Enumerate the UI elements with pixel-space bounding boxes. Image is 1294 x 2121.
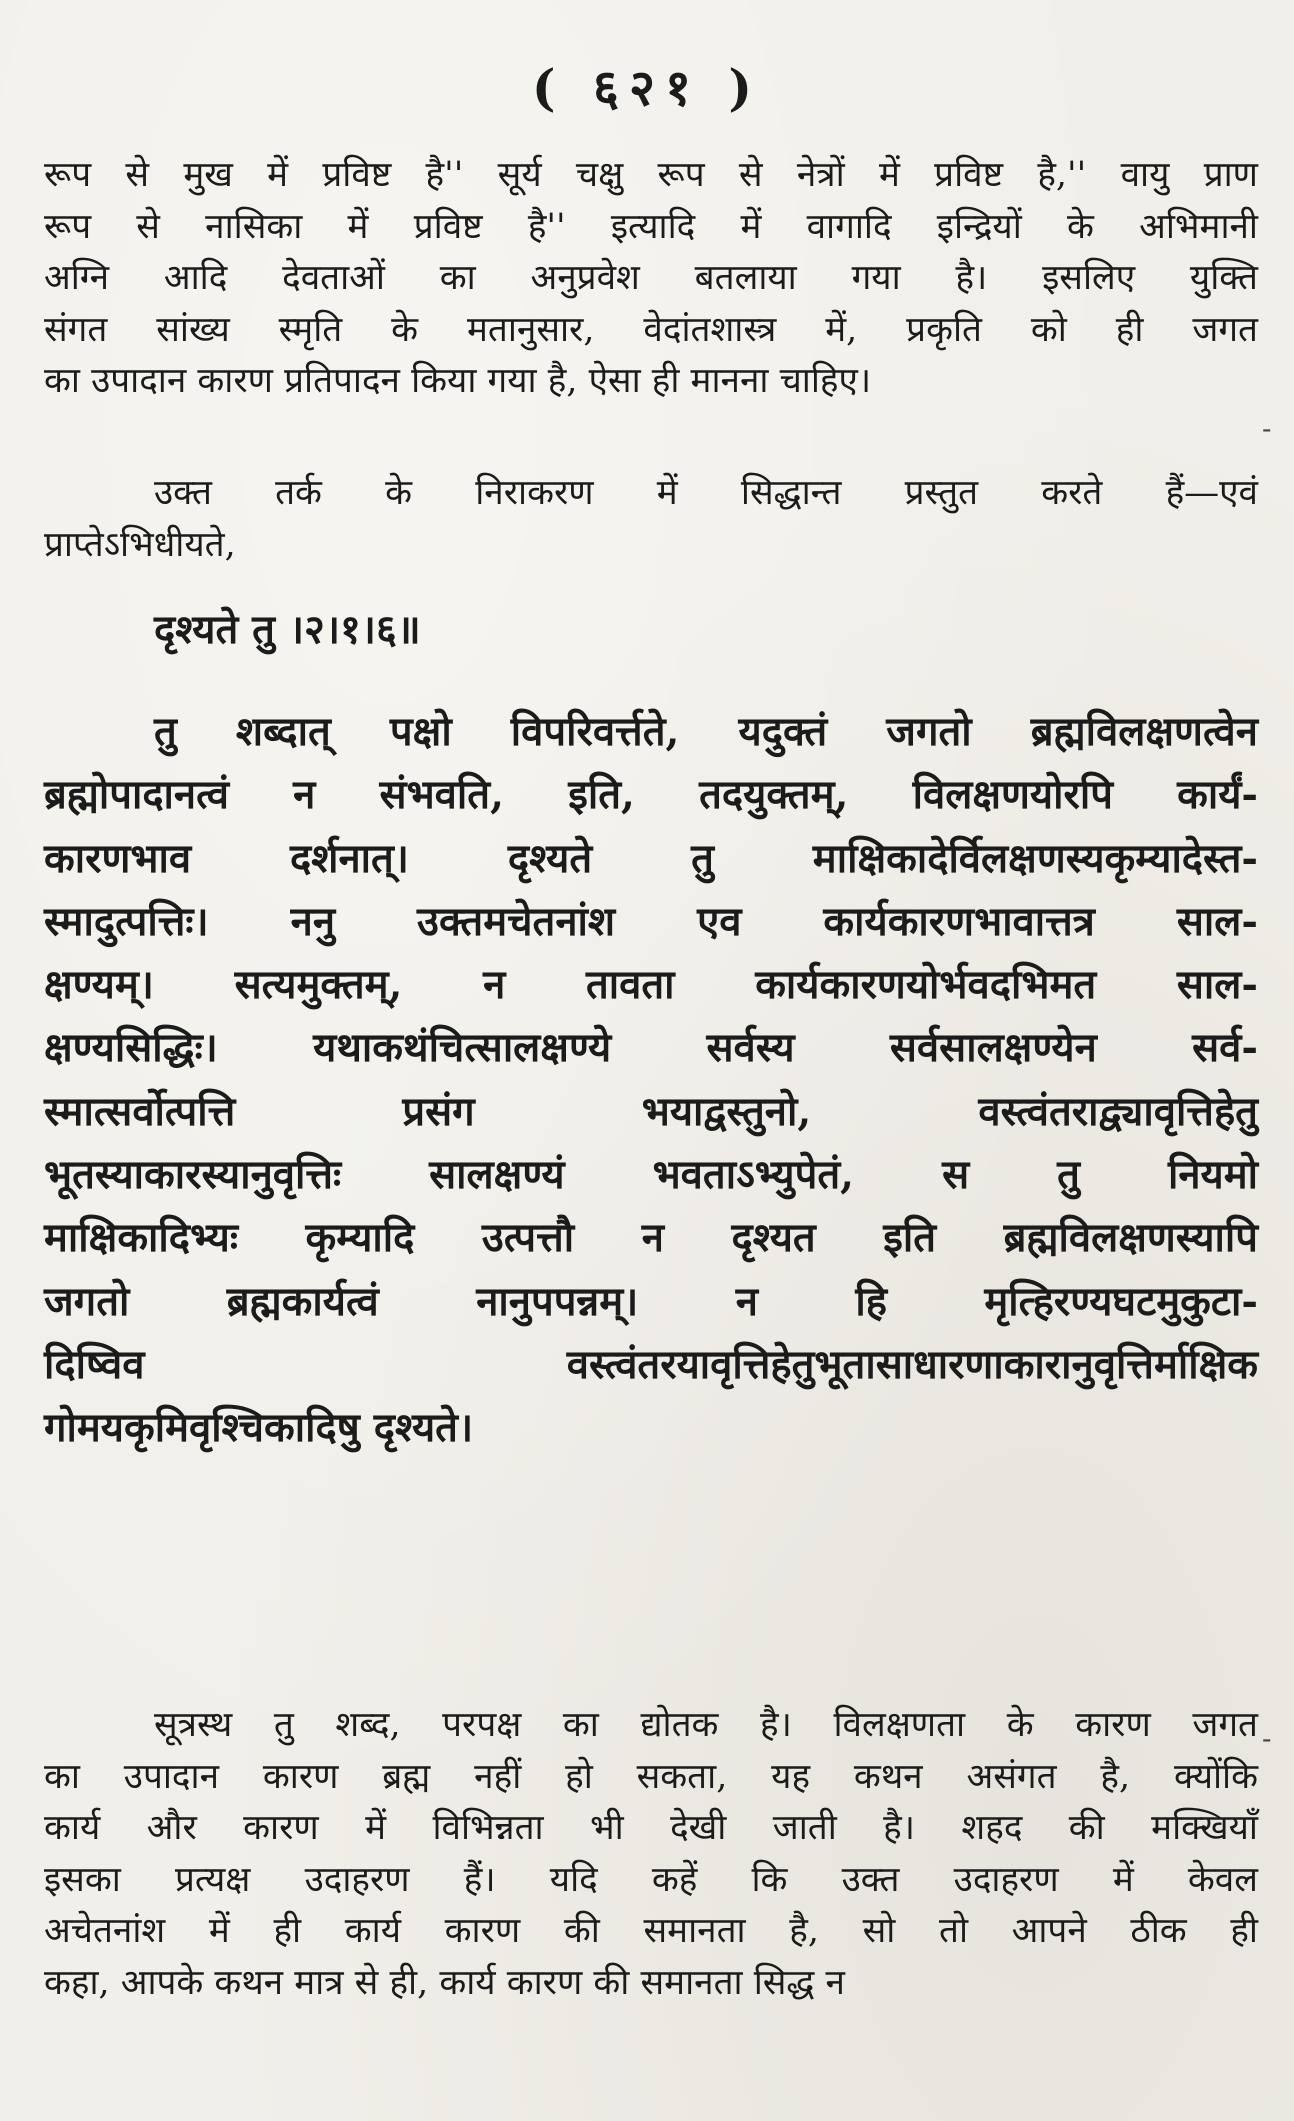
margin-mark: - [1262, 412, 1272, 445]
paragraph-continuation [44, 150, 1258, 408]
text-line: स्मादुत्पत्तिः। ननु उक्तमचेतनांश एव कार्यकारणभावात्तत्र साल- [44, 897, 1258, 945]
text-line: तु शब्दात् पक्षो विपरिवर्त्तते, यदुक्तं जगतो ब्रह्मविलक्षणत्वेन [154, 708, 1258, 755]
text-line: कहा, आपके कथन मात्र से ही, कार्य कारण की समानता सिद्ध न [44, 1962, 845, 2003]
text-line: क्षण्यसिद्धिः। यथाकथंचित्सालक्षण्ये सर्वस्य सर्वसालक्षण्येन सर्व- [44, 1024, 1258, 1072]
text-line: अचेतनांश में ही कार्य कारण की समानता है, सो तो आपने ठीक ही [44, 1911, 1258, 1951]
text-line: कारणभाव दर्शनात्। दृश्यते तु माक्षिकादेर्विलक्षणस्यकृम्यादेस्त- [44, 834, 1258, 882]
text-line: सूत्रस्थ तु शब्द, परपक्ष का द्योतक है। विलक्षणता के कारण जगत [154, 1705, 1258, 1745]
text-line: क्षण्यम्। सत्यमुक्तम्, न तावता कार्यकारणयोर्भवदभिमत साल- [44, 961, 1258, 1009]
text-line: का उपादान कारण प्रतिपादन किया गया है, ऐसा ही मानना चाहिए। [44, 361, 872, 401]
text-line: दिष्विव वस्त्वंतरयावृत्तिहेतुभूतासाधारणाकारानुवृत्तिर्माक्षिक [44, 1340, 1258, 1388]
text-line: कार्य और कारण में विभिन्नता भी देखी जाती है। शहद की मक्खियाँ [44, 1808, 1258, 1848]
text-line: रूप से मुख में प्रविष्ट है'' सूर्य चक्षु रूप से नेत्रों में प्रविष्ट है,'' वायु प्राण [44, 155, 1258, 195]
text-line: गोमयकृमिवृश्चिकादिषु दृश्यते। [44, 1404, 474, 1452]
text-line: भूतस्याकारस्यानुवृत्तिः सालक्षण्यं भवताऽभ्युपेतं, स तु नियमो [44, 1151, 1258, 1199]
text-line: अग्नि आदि देवताओं का अनुप्रवेश बतलाया गया है। इसलिए युक्ति [44, 258, 1258, 298]
text-line: प्राप्तेऽभिधीयते, [44, 524, 236, 565]
sutra-heading: दृश्यते तु ।२।१।६॥ [154, 606, 421, 653]
text-line: ब्रह्मोपादानत्वं न संभवति, इति, तदयुक्तम्, विलक्षणयोरपि कार्यं- [44, 771, 1258, 819]
text-line: का उपादान कारण ब्रह्म नहीं हो सकता, यह कथन असंगत है, क्योंकि [44, 1756, 1258, 1797]
sanskrit-commentary [44, 700, 1258, 1460]
text-line: रूप से नासिका में प्रविष्ट है'' इत्यादि में वागादि इन्द्रियों के अभिमानी [44, 206, 1258, 247]
paragraph-explanation [44, 1700, 1258, 2009]
text-line: उक्त तर्क के निराकरण में सिद्धान्त प्रस्तुत करते हैं—एवं [154, 473, 1258, 513]
text-line: जगतो ब्रह्मकार्यत्वं नानुपपन्नम्। न हि मृत्हिरण्यघटमुकुटा- [44, 1277, 1258, 1325]
text-line: माक्षिकादिभ्यः कृम्यादि उत्पत्तौ न दृश्यत इति ब्रह्मविलक्षणस्यापि [44, 1214, 1258, 1262]
paragraph-objection [44, 468, 1258, 571]
text-line: संगत सांख्य स्मृति के मतानुसार, वेदांतशास्त्र में, प्रकृति को ही जगत [44, 309, 1258, 350]
page-number: ( ६२१ ) [531, 58, 763, 117]
margin-mark: - [1262, 1722, 1272, 1755]
text-line: स्मात्सर्वोत्पत्ति प्रसंग भयाद्वस्तुनो, वस्त्वंतराद्व्यावृत्तिहेतु [44, 1087, 1258, 1135]
text-line: इसका प्रत्यक्ष उदाहरण हैं। यदि कहें कि उक्त उदाहरण में केवल [44, 1859, 1258, 1900]
